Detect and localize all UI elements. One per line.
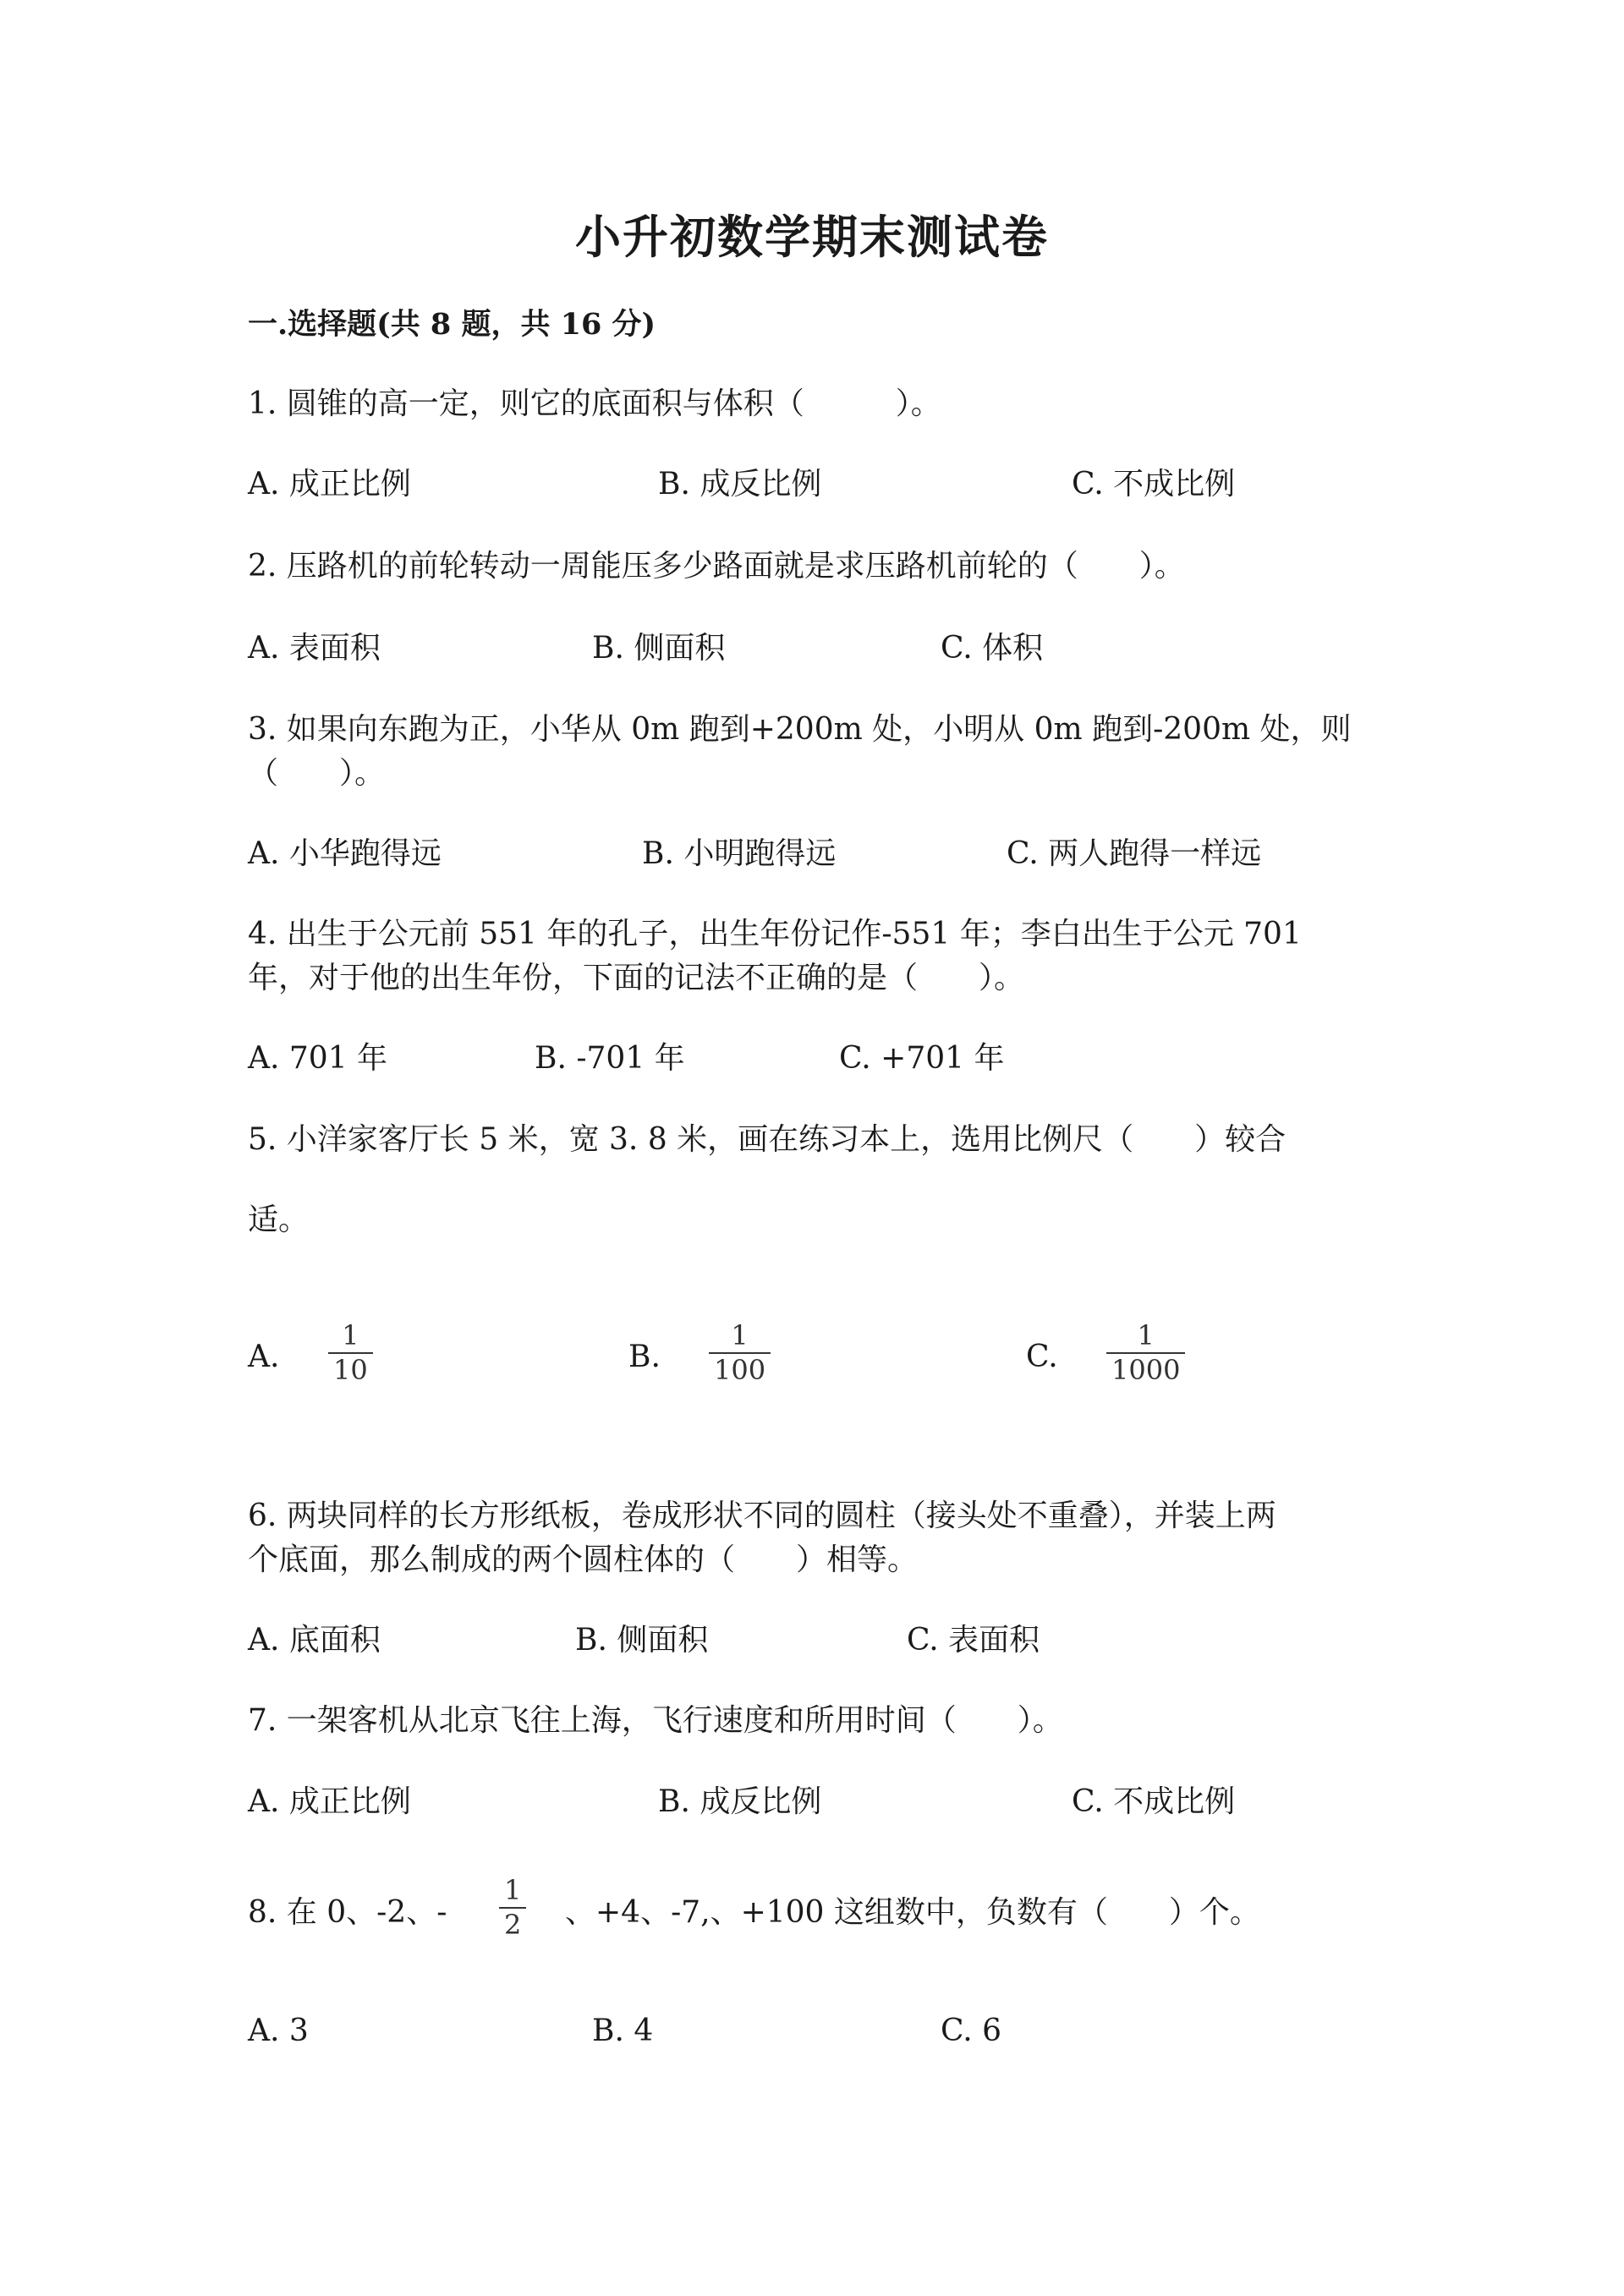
question-4-line-2: 年，对于他的出生年份，下面的记法不正确的是（ ）。: [248, 961, 1025, 995]
q8-option-a[interactable]: A. 3: [248, 2014, 309, 2048]
q3-option-c[interactable]: C. 两人跑得一样远: [1007, 836, 1262, 871]
q5-option-c-fraction[interactable]: [1106, 1321, 1185, 1384]
section-heading: 一.选择题(共 8 题，共 16 分): [248, 307, 656, 342]
fraction-denominator: 10: [333, 1354, 368, 1386]
q2-option-b[interactable]: B. 侧面积: [592, 631, 726, 666]
question-8-suffix: 、+4、-7,、+100 这组数中，负数有（ ）个。: [565, 1895, 1260, 1930]
q1-option-a[interactable]: A. 成正比例: [248, 467, 411, 501]
q8-option-b[interactable]: B. 4: [592, 2014, 654, 2048]
question-6-line-2: 个底面，那么制成的两个圆柱体的（ ）相等。: [248, 1543, 919, 1577]
q1-option-b[interactable]: B. 成反比例: [658, 467, 822, 501]
page-title: 小升初数学期末测试卷: [575, 210, 1049, 264]
fraction-numerator: 1: [1137, 1319, 1155, 1351]
question-8-prefix: 8. 在 0、-2、-: [248, 1895, 447, 1930]
fraction-numerator: 1: [504, 1874, 522, 1906]
q6-option-c[interactable]: C. 表面积: [907, 1623, 1040, 1658]
q6-option-a[interactable]: A. 底面积: [248, 1623, 381, 1658]
q7-option-b[interactable]: B. 成反比例: [658, 1784, 822, 1819]
q5-option-b-label[interactable]: B.: [628, 1340, 661, 1374]
q3-option-a[interactable]: A. 小华跑得远: [248, 836, 442, 871]
q5-option-c-label[interactable]: C.: [1026, 1340, 1058, 1374]
fraction-numerator: 1: [342, 1319, 359, 1351]
question-5-line-1: 5. 小洋家客厅长 5 米，宽 3. 8 米，画在练习本上，选用比例尺（ ）较合: [248, 1122, 1287, 1157]
q7-option-c[interactable]: C. 不成比例: [1072, 1784, 1236, 1819]
question-4-line-1: 4. 出生于公元前 551 年的孔子，出生年份记作-551 年；李白出生于公元 701: [248, 917, 1302, 951]
question-2: 2. 压路机的前轮转动一周能压多少路面就是求压路机前轮的（ ）。: [248, 549, 1185, 584]
fraction-denominator: 2: [504, 1909, 522, 1941]
q4-option-b[interactable]: B. -701 年: [535, 1041, 685, 1076]
fraction-denominator: 100: [714, 1354, 766, 1386]
question-7: 7. 一架客机从北京飞往上海，飞行速度和所用时间（ ）。: [248, 1703, 1063, 1738]
q4-option-c[interactable]: C. +701 年: [839, 1041, 1005, 1076]
question-8-fraction: [499, 1876, 526, 1939]
q4-option-a[interactable]: A. 701 年: [248, 1041, 388, 1076]
question-1: 1. 圆锥的高一定，则它的底面积与体积（ ）。: [248, 386, 941, 421]
question-5-line-2: 适。: [248, 1203, 310, 1237]
fraction-numerator: 1: [731, 1319, 749, 1351]
question-3-line-2: （ ）。: [248, 756, 386, 791]
q5-option-a-label[interactable]: A.: [248, 1340, 280, 1374]
q5-option-a-fraction[interactable]: [328, 1321, 373, 1384]
q3-option-b[interactable]: B. 小明跑得远: [642, 836, 837, 871]
q5-option-b-fraction[interactable]: [709, 1321, 771, 1384]
q2-option-a[interactable]: A. 表面积: [248, 631, 381, 666]
q1-option-c[interactable]: C. 不成比例: [1072, 467, 1236, 501]
question-6-line-1: 6. 两块同样的长方形纸板，卷成形状不同的圆柱（接头处不重叠），并装上两: [248, 1499, 1276, 1533]
q2-option-c[interactable]: C. 体积: [941, 631, 1044, 666]
question-3-line-1: 3. 如果向东跑为正，小华从 0m 跑到+200m 处，小明从 0m 跑到-200m 处，则: [248, 712, 1352, 747]
q6-option-b[interactable]: B. 侧面积: [575, 1623, 709, 1658]
q8-option-c[interactable]: C. 6: [941, 2014, 1002, 2048]
fraction-denominator: 1000: [1111, 1354, 1181, 1386]
q7-option-a[interactable]: A. 成正比例: [248, 1784, 411, 1819]
